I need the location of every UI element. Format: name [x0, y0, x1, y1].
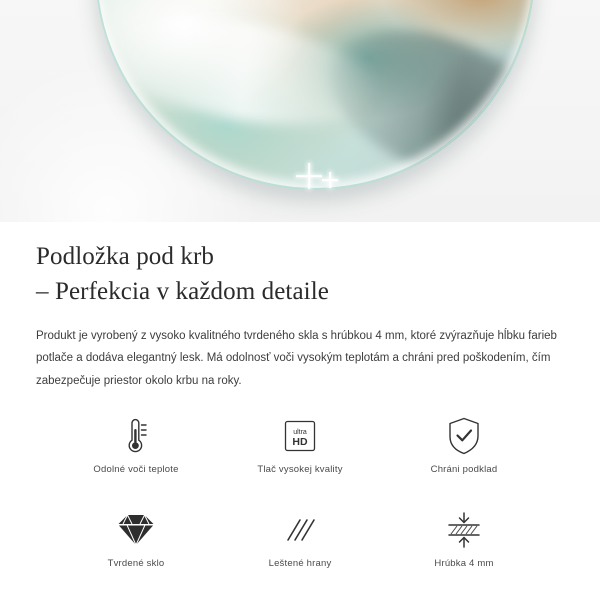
feature-item-thickness: [382, 508, 546, 590]
shield-check-icon: [445, 414, 483, 458]
hero-image: [0, 0, 600, 222]
feature-label: Tlač vysokej kvality: [257, 464, 343, 476]
feature-item-surface-protection: [382, 414, 546, 496]
headline-line-1: Podložka pod krb: [36, 243, 214, 270]
feature-item-print-quality: [218, 414, 382, 496]
feature-label: Odolné voči teplote: [93, 464, 179, 476]
feature-label: Hrúbka 4 mm: [434, 558, 494, 570]
feature-grid: [36, 414, 564, 590]
feature-label: Leštené hrany: [268, 558, 332, 570]
feature-item-temperature: [54, 414, 218, 496]
feature-item-tempered-glass: [54, 508, 218, 590]
svg-text:HD: HD: [292, 436, 308, 449]
headline-line-2: – Perfekcia v každom detaile: [36, 277, 329, 305]
description-text: Produkt je vyrobený z vysoko kvalitného tvrdeného skla s hrúbkou 4 mm, ktoré zvýrazňuje hĺbku farieb potlače a dodáva elegantný lesk. Má odolnosť voči vysokým teplotám a chráni pred poškodením, čím zabezpečuje priestor okolo krbu na roky.: [36, 330, 557, 387]
feature-item-polished-edges: [218, 508, 382, 590]
feature-label: Chráni podklad: [430, 464, 498, 476]
content-section: [0, 240, 600, 590]
thermometer-icon: [119, 414, 153, 458]
ultra-hd-icon: [281, 414, 319, 458]
page-title: [36, 240, 564, 309]
feature-label: Tvrdené sklo: [107, 558, 165, 570]
diamond-icon: [115, 508, 157, 552]
svg-text:ultra: ultra: [293, 429, 307, 437]
thickness-arrows-icon: [443, 508, 485, 552]
polished-edges-icon: [280, 508, 320, 552]
